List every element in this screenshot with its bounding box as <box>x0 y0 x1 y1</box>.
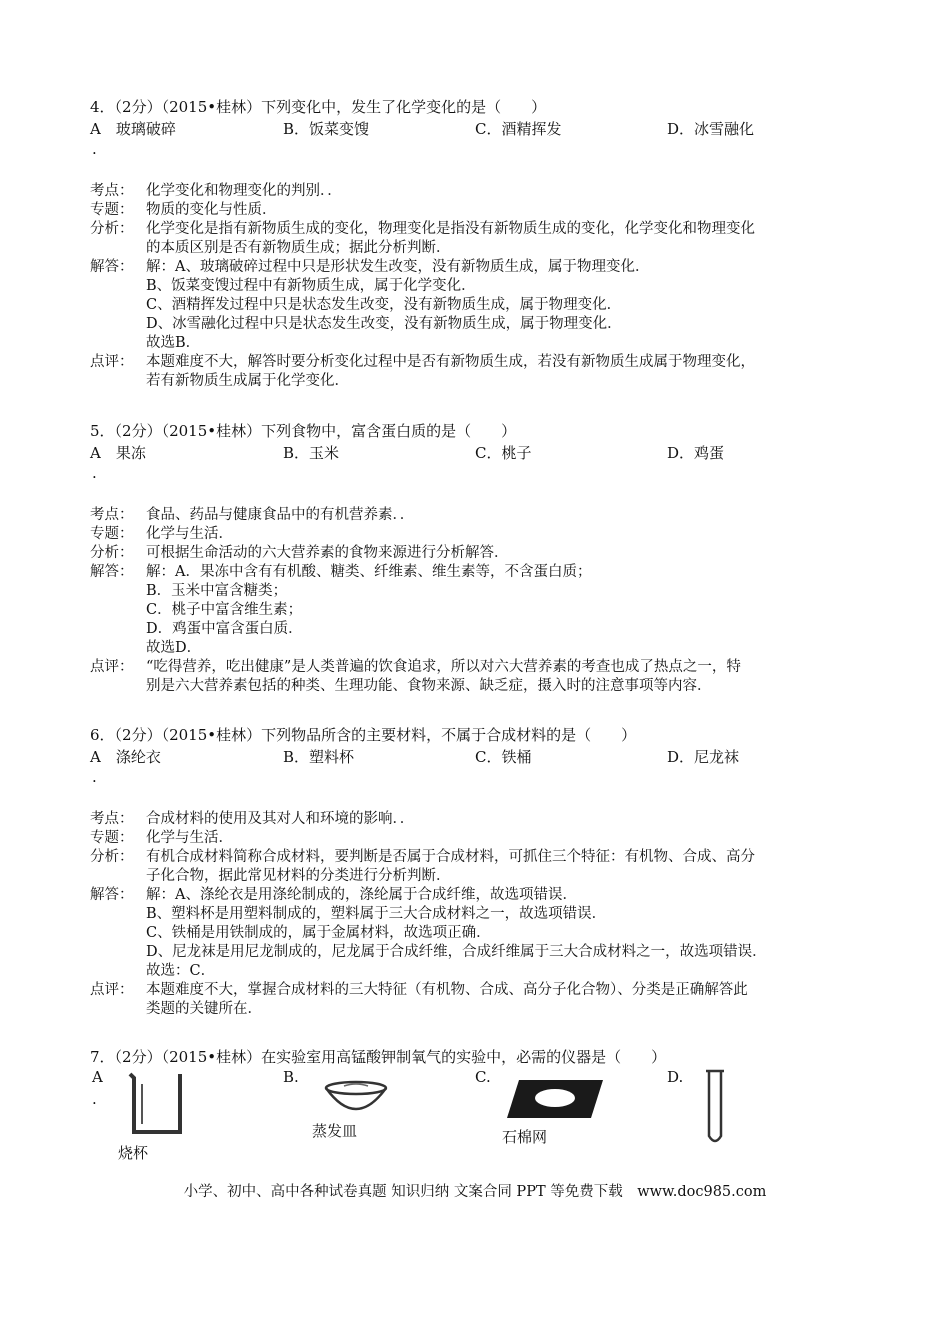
option-b-letter: B. <box>283 1068 299 1086</box>
dianping-line: 类题的关键所在． <box>146 1001 262 1017</box>
option-d: D．冰雪融化 <box>667 120 755 138</box>
option-c: C．酒精挥发 <box>475 120 562 138</box>
label-kaodian: 考点： <box>90 183 134 199</box>
label-fenxi: 分析： <box>90 221 134 237</box>
option-c-caption: 石棉网 <box>502 1128 548 1146</box>
option-dot: . <box>92 464 97 482</box>
question-7 <box>90 1046 860 1162</box>
label-zhuanti: 专题： <box>90 526 134 542</box>
options <box>90 442 860 486</box>
jieda-line: 解：A、玻璃破碎过程中只是形状发生改变，没有新物质生成，属于物理变化． <box>146 259 650 275</box>
label-jieda: 解答： <box>90 259 134 275</box>
jieda-line: C、酒精挥发过程中只是状态发生改变，没有新物质生成，属于物理变化． <box>146 297 622 313</box>
kaodian-text: 化学变化和物理变化的判别．． <box>146 183 342 199</box>
option-dot: . <box>92 1090 97 1108</box>
label-dianping: 点评： <box>90 982 134 998</box>
label-dianping: 点评： <box>90 659 134 675</box>
jieda-line: 故选B． <box>146 335 201 351</box>
fenxi-line: 有机合成材料简称合成材料，要判断是否属于合成材料，可抓住三个特征：有机物、合成、高分 <box>146 849 755 865</box>
option-b-caption: 蒸发皿 <box>312 1122 358 1140</box>
question-5 <box>90 420 860 696</box>
evaporating-dish-icon <box>322 1078 390 1116</box>
label-zhuanti: 专题： <box>90 830 134 846</box>
option-b: B．饭菜变馊 <box>283 120 370 138</box>
label-dianping: 点评： <box>90 354 134 370</box>
option-d: D．尼龙袜 <box>667 748 740 766</box>
analysis <box>90 810 860 1019</box>
question-4 <box>90 96 860 391</box>
option-b: B．塑料杯 <box>283 748 355 766</box>
analysis <box>90 182 860 391</box>
fenxi-line: 可根据生命活动的六大营养素的食物来源进行分析解答． <box>146 545 509 561</box>
kaodian-text: 合成材料的使用及其对人和环境的影响．． <box>146 811 415 827</box>
option-d-letter: D. <box>667 1068 684 1086</box>
option-a: A 果冻 <box>90 444 146 462</box>
option-a-letter: A <box>92 1068 103 1086</box>
label-fenxi: 分析： <box>90 849 134 865</box>
dianping-line: 若有新物质生成属于化学变化． <box>146 373 349 389</box>
fenxi-line: 的本质区别是否有新物质生成；据此分析判断． <box>146 240 451 256</box>
fenxi-line: 化学变化是指有新物质生成的变化，物理变化是指没有新物质生成的变化，化学变化和物理变化 <box>146 221 755 237</box>
question-stem: 6．（2分）（2015•桂林）下列物品所含的主要材料，不属于合成材料的是（ ） <box>90 726 637 744</box>
jieda-line: 解：A．果冻中含有有机酸、糖类、纤维素、维生素等，不含蛋白质； <box>146 564 592 580</box>
question-stem: 7．（2分）（2015•桂林）在实验室用高锰酸钾制氧气的实验中，必需的仪器是（ ） <box>90 1048 667 1066</box>
jieda-line: D．鸡蛋中富含蛋白质． <box>146 621 303 637</box>
dianping-line: 本题难度不大，解答时要分析变化过程中是否有新物质生成，若没有新物质生成属于物理变化， <box>146 354 755 370</box>
test-tube-icon <box>704 1068 726 1148</box>
label-jieda: 解答： <box>90 564 134 580</box>
question-stem: 5．（2分）（2015•桂林）下列食物中，富含蛋白质的是（ ） <box>90 422 517 440</box>
jieda-line: B、塑料杯是用塑料制成的，塑料属于三大合成材料之一，故选项错误． <box>146 906 607 922</box>
label-fenxi: 分析： <box>90 545 134 561</box>
label-jieda: 解答： <box>90 887 134 903</box>
jieda-line: C．桃子中富含维生素； <box>146 602 303 618</box>
jieda-line: 解：A、涤纶衣是用涤纶制成的，涤纶属于合成纤维，故选项错误． <box>146 887 577 903</box>
zhuanti-text: 物质的变化与性质． <box>146 202 277 218</box>
jieda-line: C、铁桶是用铁制成的，属于金属材料，故选项正确． <box>146 925 491 941</box>
option-d: D．鸡蛋 <box>667 444 725 462</box>
jieda-line: 故选：C． <box>146 963 216 979</box>
jieda-line: B、饭菜变馊过程中有新物质生成，属于化学变化． <box>146 278 476 294</box>
zhuanti-text: 化学与生活． <box>146 830 233 846</box>
footer: 小学、初中、高中各种试卷真题 知识归纳 文案合同 PPT 等免费下载 www.doc985.com <box>183 1184 767 1200</box>
options <box>90 1068 860 1162</box>
label-zhuanti: 专题： <box>90 202 134 218</box>
zhuanti-text: 化学与生活． <box>146 526 233 542</box>
option-c: C．铁桶 <box>475 748 532 766</box>
beaker-icon <box>124 1068 188 1138</box>
dianping-line: 别是六大营养素包括的种类、生理功能、食物来源、缺乏症，摄入时的注意事项等内容． <box>146 678 712 694</box>
fenxi-line: 子化合物，据此常见材料的分类进行分析判断． <box>146 868 451 884</box>
label-kaodian: 考点： <box>90 811 134 827</box>
analysis <box>90 506 860 696</box>
option-dot: . <box>92 768 97 786</box>
asbestos-gauze-icon <box>505 1076 605 1122</box>
jieda-line: 故选D． <box>146 640 202 656</box>
option-a: A 玻璃破碎 <box>90 120 176 138</box>
dianping-line: 本题难度不大，掌握合成材料的三大特征（有机物、合成、高分子化合物）、分类是正确解答此 <box>146 982 748 998</box>
dianping-line: “吃得营养，吃出健康”是人类普遍的饮食追求，所以对六大营养素的考查也成了热点之一，特 <box>146 659 741 675</box>
jieda-line: D、冰雪融化过程中只是状态发生改变，没有新物质生成，属于物理变化． <box>146 316 622 332</box>
option-b: B．玉米 <box>283 444 340 462</box>
option-dot: . <box>92 140 97 158</box>
question-stem: 4．（2分）（2015•桂林）下列变化中，发生了化学变化的是（ ） <box>90 98 547 116</box>
option-c-letter: C. <box>475 1068 491 1086</box>
options <box>90 118 860 162</box>
jieda-line: D、尼龙袜是用尼龙制成的，尼龙属于合成纤维，合成纤维属于三大合成材料之一，故选项错误． <box>146 944 767 960</box>
jieda-line: B．玉米中富含糖类； <box>146 583 288 599</box>
label-kaodian: 考点： <box>90 507 134 523</box>
option-c: C．桃子 <box>475 444 532 462</box>
option-a-caption: 烧杯 <box>118 1144 149 1162</box>
options <box>90 746 860 790</box>
kaodian-text: 食品、药品与健康食品中的有机营养素．． <box>146 507 415 523</box>
question-6 <box>90 724 860 1019</box>
option-a: A 涤纶衣 <box>90 748 161 766</box>
